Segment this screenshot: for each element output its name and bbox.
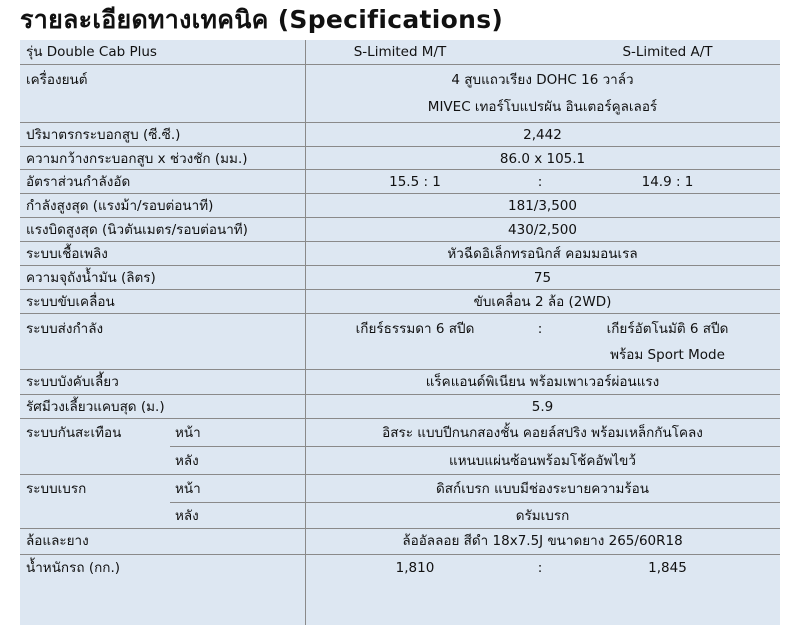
turning-radius-label: รัศมีวงเลี้ยวแคบสุด (ม.) xyxy=(26,399,165,415)
brakes-front-value: ดิสก์เบรก แบบมีช่องระบายความร้อน xyxy=(436,481,649,497)
steering-value: แร็คแอนด์พิเนียน พร้อมเพาเวอร์ผ่อนแรง xyxy=(425,374,660,390)
compression-at-value: 14.9 : 1 xyxy=(641,174,694,190)
suspension-rear-row xyxy=(20,448,780,475)
brakes-front-row xyxy=(20,475,780,503)
compression-label: อัตราส่วนกำลังอัด xyxy=(26,174,131,190)
max-torque-value: 430/2,500 xyxy=(508,222,577,238)
spec-table xyxy=(20,40,780,625)
engine-value-line2: MIVEC เทอร์โบแปรผัน อินเตอร์คูลเลอร์ xyxy=(427,99,658,115)
suspension-rear-value: แหนบแผ่นซ้อนพร้อมโช้คอัพไขว้ xyxy=(449,453,636,469)
displacement-value: 2,442 xyxy=(523,127,562,143)
drive-value: ขับเคลื่อน 2 ล้อ (2WD) xyxy=(473,294,612,310)
brakes-label: ระบบเบรก xyxy=(26,481,87,497)
fuel-tank-row xyxy=(20,266,780,290)
max-torque-label: แรงบิดสูงสุด (นิวตันเมตร/รอบต่อนาที) xyxy=(26,222,248,238)
engine-row xyxy=(20,65,780,123)
displacement-row xyxy=(20,123,780,147)
steering-row xyxy=(20,370,780,395)
compression-row xyxy=(20,170,780,194)
wheels-label: ล้อและยาง xyxy=(26,533,89,549)
fuel-tank-value: 75 xyxy=(533,270,552,286)
transmission-at-value: เกียร์อัตโนมัติ 6 สปีด xyxy=(606,321,729,337)
wheels-value: ล้ออัลลอย สีดำ 18x7.5J ขนาดยาง 265/60R18 xyxy=(402,533,683,549)
weight-at-value: 1,845 xyxy=(648,560,687,576)
brakes-rear-value: ดรัมเบรก xyxy=(515,508,570,524)
suspension-front-value: อิสระ แบบปีกนกสองชั้น คอยล์สปริง พร้อมเหล็กกันโคลง xyxy=(382,425,703,441)
wheels-row xyxy=(20,529,780,555)
max-power-label: กำลังสูงสุด (แรงม้า/รอบต่อนาที) xyxy=(26,198,214,214)
weight-mt-value: 1,810 xyxy=(395,560,435,576)
brakes-rear-label: หลัง xyxy=(175,508,199,524)
turning-radius-value: 5.9 xyxy=(531,399,554,415)
bore-stroke-label: ความกว้างกระบอกสูบ x ช่วงชัก (มม.) xyxy=(26,151,248,167)
model-at-header: S-Limited A/T xyxy=(622,44,713,60)
fuel-tank-label: ความจุถังน้ำมัน (ลิตร) xyxy=(26,270,156,286)
fuel-system-row xyxy=(20,242,780,266)
max-power-row xyxy=(20,194,780,218)
compression-mt-value: 15.5 : 1 xyxy=(389,174,441,190)
bore-stroke-value: 86.0 x 105.1 xyxy=(499,151,586,167)
steering-label: ระบบบังคับเลี้ยว xyxy=(26,374,119,390)
engine-label: เครื่องยนต์ xyxy=(26,72,88,88)
suspension-front-label: หน้า xyxy=(175,425,201,441)
bore-stroke-row xyxy=(20,147,780,170)
max-torque-row xyxy=(20,218,780,242)
weight-separator: : xyxy=(537,560,543,576)
turning-radius-row xyxy=(20,395,780,419)
transmission-separator: : xyxy=(537,321,543,337)
fuel-system-label: ระบบเชื้อเพลิง xyxy=(26,246,108,262)
suspension-front-row xyxy=(20,419,780,447)
table-header-row xyxy=(20,40,780,65)
fuel-system-value: หัวฉีดอิเล็กทรอนิกส์ คอมมอนเรล xyxy=(447,246,638,262)
model-mt-header: S-Limited M/T xyxy=(353,44,447,60)
suspension-label: ระบบกันสะเทือน xyxy=(26,425,122,441)
weight-row xyxy=(20,555,780,581)
transmission-label: ระบบส่งกำลัง xyxy=(26,321,104,337)
weight-label: น้ำหนักรถ (กก.) xyxy=(26,560,120,576)
transmission-at-value-line2: พร้อม Sport Mode xyxy=(610,347,725,363)
model-label: รุ่น Double Cab Plus xyxy=(26,44,157,60)
suspension-rear-label: หลัง xyxy=(175,453,199,469)
engine-value-line1: 4 สูบแถวเรียง DOHC 16 วาล์ว xyxy=(451,72,634,88)
brakes-rear-row xyxy=(20,504,780,529)
transmission-row xyxy=(20,314,780,370)
displacement-label: ปริมาตรกระบอกสูบ (ซี.ซี.) xyxy=(26,127,181,143)
compression-separator: : xyxy=(537,174,543,190)
page-title: รายละเอียดทางเทคนิค (Specifications) xyxy=(20,5,504,34)
drive-label: ระบบขับเคลื่อน xyxy=(26,294,115,310)
brakes-front-label: หน้า xyxy=(175,481,201,497)
drive-row xyxy=(20,290,780,314)
transmission-mt-value: เกียร์ธรรมดา 6 สปีด xyxy=(355,321,475,337)
max-power-value: 181/3,500 xyxy=(508,198,577,214)
